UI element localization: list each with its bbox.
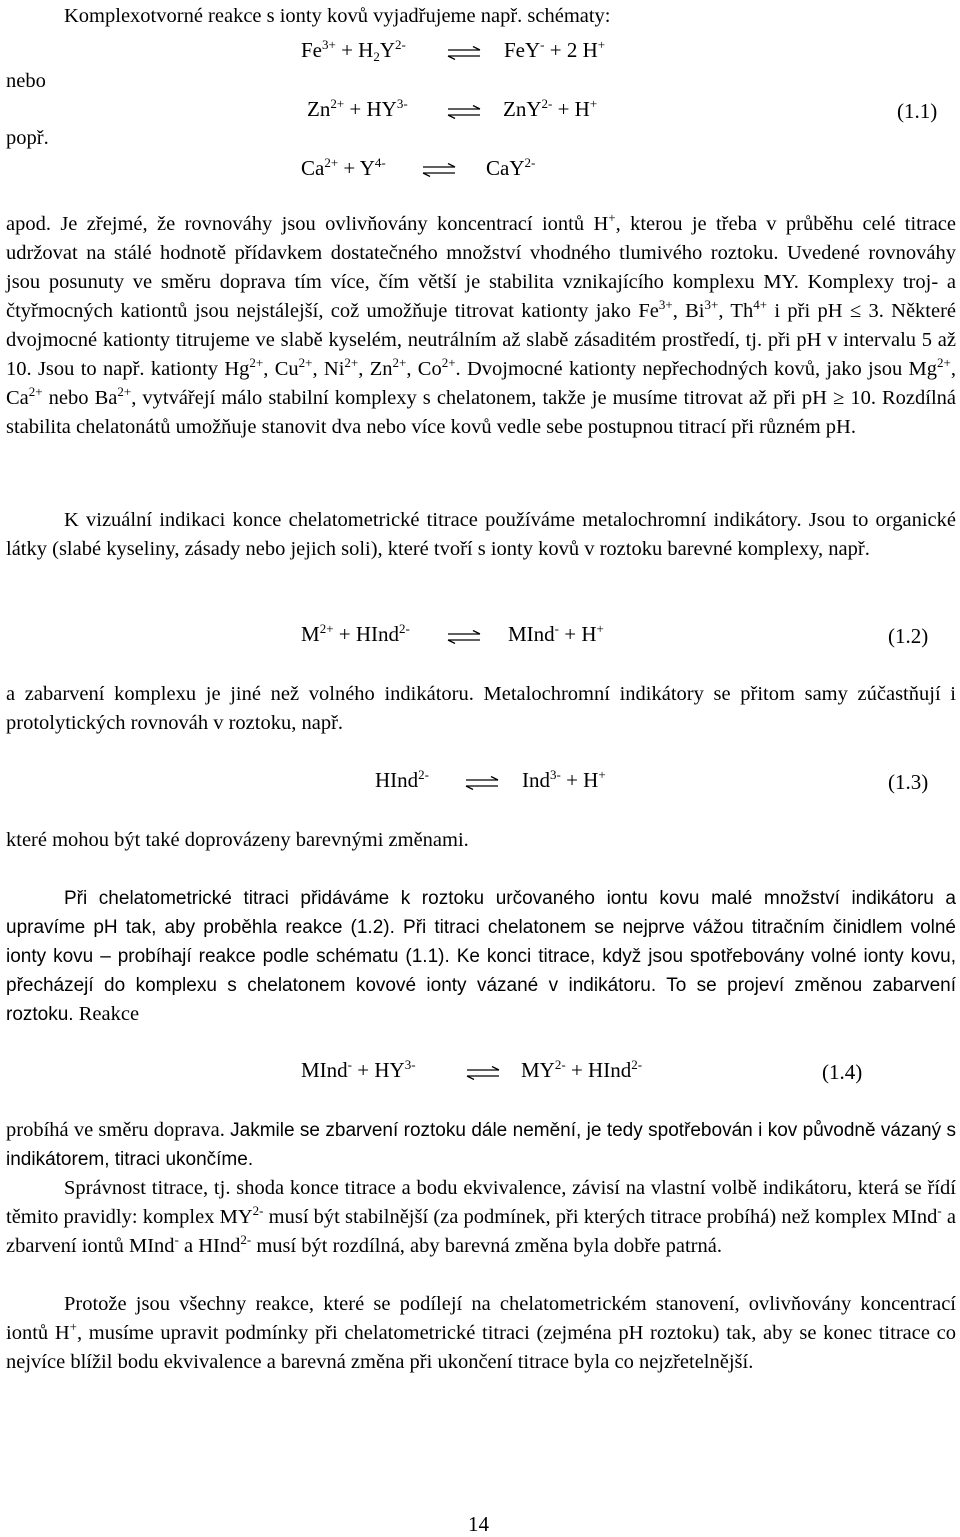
popr-label: popř. (6, 127, 49, 149)
paragraph-indicators: K vizuální indikaci konce chelatometrické titrace používáme metalochromní indikátory. Jsou to organické látky (slabé kyseliny, zásady nebo jejich soli), které tvoří s ionty kovů v roztoku barevné komplexy, např. (6, 509, 956, 560)
equilibrium-arrow-icon (464, 776, 500, 790)
paragraph-color-changes: které mohou být také doprovázeny barevnými změnami. (6, 829, 469, 851)
paragraph-titration-procedure: Při chelatometrické titraci přidáváme k roztoku určovaného iontu kovu malé množství indikátoru a upravíme pH tak, aby proběhla reakce (1.2). Při titraci chelatonem se nejprve vážou titračním činidlem volné ionty kovu – probíhají reakce podle schématu (1.1). Ke konci titrace, když jsou spotřebovány volné ionty kovu, přecházejí do komplexu s chelatonem kovové ionty vázané v indikátoru. To se projeví změnou zabarvení roztoku. Reakce (6, 888, 956, 1025)
equation-label-1-1: (1.1) (897, 99, 938, 123)
nebo-label: nebo (6, 70, 46, 92)
equation-label-1-3: (1.3) (888, 770, 929, 794)
intro-text: Komplexotvorné reakce s ionty kovů vyjadřujeme např. schématy: (64, 5, 611, 27)
equation-hind: HInd$^{2-}$ (375, 767, 430, 792)
equation-zn-products: ZnY$^{2-}$ + H+ (503, 96, 598, 121)
paragraph-correctness: Správnost titrace, tj. shoda konce titrace a bodu ekvivalence, závisí na vlastní volbě indikátoru, která se řídí těmito pravidly: komplex $MY^{2-}$ musí být stabilnější (za podmínek, při kterých titrace probíhá) než komplex MInd- a zbarvení iontů MInd- a HInd$^{2-}$ musí být rozdílná, aby barevná změna byla dobře patrná. (6, 1177, 956, 1257)
equation-label-1-2: (1.2) (888, 624, 929, 648)
equilibrium-arrow-icon (465, 1066, 501, 1080)
equation-ca: $Ca^{2+} + Y^{4-}$ (301, 155, 386, 180)
equation-zn: $Zn^{2+} + HY^{3-}$ (307, 96, 408, 121)
equilibrium-arrow-icon (421, 163, 457, 177)
equilibrium-arrow-icon (446, 105, 482, 119)
paragraph-equilibria: apod. Je zřejmé, že rovnováhy jsou ovlivňovány koncentrací iontů H+, kterou je třeba v průběhu celé titrace udržovat na stálé hodnotě přídavkem dostatečného množství vhodného tlumivého roztoku. Uvedené rovnováhy jsou posunuty ve směru doprava tím více, čím větší je stabilita vznikajícího komplexu MY. Komplexy troj- a čtyřmocných kationtů jsou nejstálejší, což umožňuje titrovat kationty jako $Fe^{3+}$, $Bi^{3+}$, $Th^{4+}$ i při pH ≤ 3. Některé dvojmocné kationty titrujeme ve slabě kyselém, neutrálním až slabě zásaditém prostředí, tj. při pH v intervalu 5 až 10. Jsou to např. kationty $Hg^{2+}$, $Cu^{2+}$, $Ni^{2+}$, $Zn^{2+}$, $Co^{2+}$. Dvojmocné kationty nepřechodných kovů, jako jsou $Mg^{2+}$, $Ca^{2+}$ nebo $Ba^{2+}$, vytvářejí málo stabilní komplexy s chelatonem, takže je musíme titrovat až při pH ≥ 10. Rozdílná stabilita chelatonátů umožňuje stanovit dva nebo více kovů vedle sebe postupnou titrací při různém pH. (6, 210, 957, 438)
equilibrium-arrow-icon (446, 630, 482, 644)
equilibrium-arrow-icon (446, 46, 482, 60)
paragraph-coloration: a zabarvení komplexu je jiné než volného indikátoru. Metalochromní indikátory se přitom samy zúčastňují i protolytických rovnováh v roztoku, např. (6, 683, 957, 734)
equation-ca-products: CaY$^{2-}$ (486, 155, 536, 180)
equation-mind-products: MInd- + H+ (508, 621, 604, 646)
page-number: 14 (468, 1512, 489, 1536)
equation-ind-products: Ind$^{3-}$ + H+ (522, 767, 606, 792)
paragraph-conditions: Protože jsou všechny reakce, které se podílejí na chelatometrickém stanovení, ovlivňovány koncentrací iontů H+, musíme upravit podmínky při chelatometrické titraci (zejména pH roztoku) tak, aby se konec titrace co nejvíce blížil bodu ekvivalence a barevná změna při ukončení titrace byla co nejzřetelnější. (6, 1293, 956, 1373)
equation-m-hind: $M^{2+}$ + HInd$^{2-}$ (301, 621, 410, 646)
equation-label-1-4: (1.4) (822, 1060, 863, 1084)
paragraph-reaction-direction: probíhá ve směru doprava. Jakmile se zbarvení roztoku dále nemění, je tedy spotřebován i kov původně vázaný s indikátorem, titraci ukončíme. (6, 1119, 957, 1170)
equation-fe-products: FeY- + 2 H+ (504, 37, 606, 62)
equation-mind-hy: MInd- + $HY^{3-}$ (301, 1057, 416, 1082)
equation-my-products: $MY^{2-}$ + HInd$^{2-}$ (521, 1057, 643, 1082)
equation-fe: $Fe^{3+} + H_2Y^{2-}$ (301, 37, 406, 64)
